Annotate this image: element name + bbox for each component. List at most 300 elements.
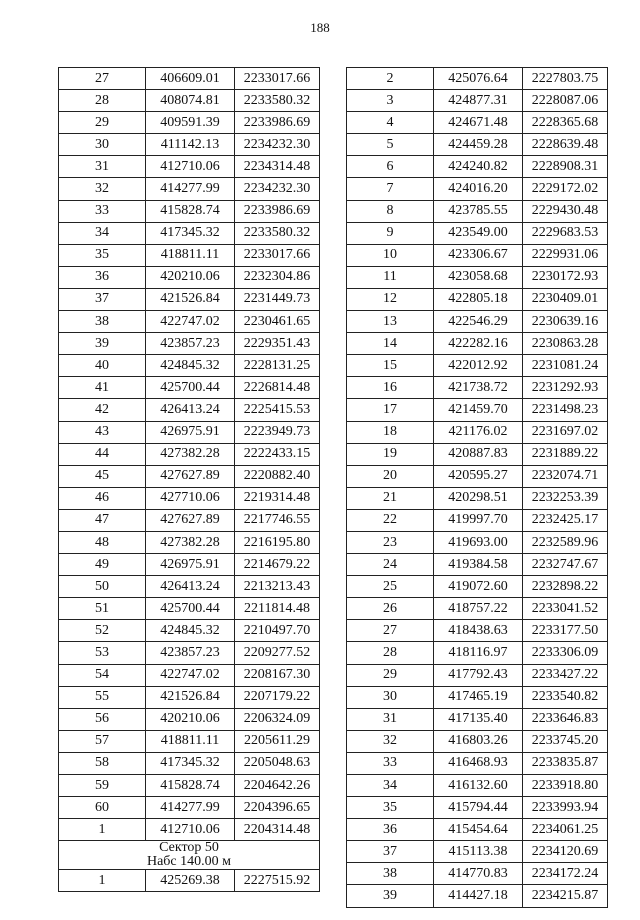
x-coordinate-cell: 426413.24: [146, 399, 235, 421]
x-coordinate-cell: 421526.84: [146, 288, 235, 310]
x-coordinate-cell: 412710.06: [146, 156, 235, 178]
table-row: [59, 620, 320, 642]
point-number-cell: 1: [59, 819, 146, 841]
table-row: [59, 311, 320, 333]
y-coordinate-cell: 2232304.86: [235, 266, 320, 288]
point-number-cell: 22: [347, 509, 434, 531]
point-number-cell: 56: [59, 708, 146, 730]
y-coordinate-cell: 2219314.48: [235, 487, 320, 509]
point-number-cell: 49: [59, 554, 146, 576]
x-coordinate-cell: 424671.48: [434, 112, 523, 134]
table-row: [59, 686, 320, 708]
table-row: [347, 200, 608, 222]
y-coordinate-cell: 2209277.52: [235, 642, 320, 664]
table-row: [59, 443, 320, 465]
x-coordinate-cell: 423058.68: [434, 266, 523, 288]
x-coordinate-cell: 414277.99: [146, 178, 235, 200]
x-coordinate-cell: 414427.18: [434, 885, 523, 907]
x-coordinate-cell: 417465.19: [434, 686, 523, 708]
x-coordinate-cell: 427627.89: [146, 465, 235, 487]
point-number-cell: 45: [59, 465, 146, 487]
x-coordinate-cell: 427627.89: [146, 509, 235, 531]
x-coordinate-cell: 423785.55: [434, 200, 523, 222]
point-number-cell: 36: [59, 266, 146, 288]
x-coordinate-cell: 415454.64: [434, 819, 523, 841]
x-coordinate-cell: 425076.64: [434, 68, 523, 90]
y-coordinate-cell: 2205048.63: [235, 752, 320, 774]
table-row: [59, 730, 320, 752]
x-coordinate-cell: 419384.58: [434, 554, 523, 576]
y-coordinate-cell: 2231449.73: [235, 288, 320, 310]
x-coordinate-cell: 417345.32: [146, 222, 235, 244]
x-coordinate-cell: 422747.02: [146, 311, 235, 333]
point-number-cell: 26: [347, 598, 434, 620]
point-number-cell: 27: [347, 620, 434, 642]
point-number-cell: 20: [347, 465, 434, 487]
y-coordinate-cell: 2227515.92: [235, 870, 320, 892]
point-number-cell: 42: [59, 399, 146, 421]
y-coordinate-cell: 2231697.02: [523, 421, 608, 443]
point-number-cell: 48: [59, 531, 146, 553]
point-number-cell: 30: [347, 686, 434, 708]
x-coordinate-cell: 423549.00: [434, 222, 523, 244]
x-coordinate-cell: 417135.40: [434, 708, 523, 730]
x-coordinate-cell: 425700.44: [146, 598, 235, 620]
x-coordinate-cell: 412710.06: [146, 819, 235, 841]
x-coordinate-cell: 415828.74: [146, 775, 235, 797]
x-coordinate-cell: 424240.82: [434, 156, 523, 178]
point-number-cell: 34: [347, 775, 434, 797]
table-row: [347, 554, 608, 576]
x-coordinate-cell: 422282.16: [434, 333, 523, 355]
table-row: [59, 797, 320, 819]
x-coordinate-cell: 418438.63: [434, 620, 523, 642]
x-coordinate-cell: 422747.02: [146, 664, 235, 686]
y-coordinate-cell: 2232253.39: [523, 487, 608, 509]
y-coordinate-cell: 2229430.48: [523, 200, 608, 222]
table-row: [347, 178, 608, 200]
x-coordinate-cell: 423857.23: [146, 642, 235, 664]
table-row: [347, 399, 608, 421]
table-row: [347, 487, 608, 509]
y-coordinate-cell: 2220882.40: [235, 465, 320, 487]
table-row: [59, 333, 320, 355]
y-coordinate-cell: 2234215.87: [523, 885, 608, 907]
table-row: [59, 200, 320, 222]
point-number-cell: 32: [347, 730, 434, 752]
table-row: [347, 819, 608, 841]
y-coordinate-cell: 2233745.20: [523, 730, 608, 752]
point-number-cell: 14: [347, 333, 434, 355]
x-coordinate-cell: 416803.26: [434, 730, 523, 752]
table-row: [59, 819, 320, 841]
x-coordinate-cell: 418811.11: [146, 244, 235, 266]
x-coordinate-cell: 409591.39: [146, 112, 235, 134]
table-row: [59, 576, 320, 598]
y-coordinate-cell: 2208167.30: [235, 664, 320, 686]
point-number-cell: 10: [347, 244, 434, 266]
table-row: [59, 752, 320, 774]
x-coordinate-cell: 426413.24: [146, 576, 235, 598]
y-coordinate-cell: 2232074.71: [523, 465, 608, 487]
x-coordinate-cell: 411142.13: [146, 134, 235, 156]
point-number-cell: 37: [347, 841, 434, 863]
x-coordinate-cell: 418811.11: [146, 730, 235, 752]
table-row: [59, 90, 320, 112]
y-coordinate-cell: 2214679.22: [235, 554, 320, 576]
x-coordinate-cell: 417345.32: [146, 752, 235, 774]
x-coordinate-cell: 424459.28: [434, 134, 523, 156]
x-coordinate-cell: 425269.38: [146, 870, 235, 892]
x-coordinate-cell: 426975.91: [146, 421, 235, 443]
y-coordinate-cell: 2233986.69: [235, 112, 320, 134]
point-number-cell: 27: [59, 68, 146, 90]
point-number-cell: 15: [347, 355, 434, 377]
y-coordinate-cell: 2217746.55: [235, 509, 320, 531]
y-coordinate-cell: 2234061.25: [523, 819, 608, 841]
x-coordinate-cell: 421526.84: [146, 686, 235, 708]
table-row: [59, 775, 320, 797]
table-row: [347, 797, 608, 819]
y-coordinate-cell: 2225415.53: [235, 399, 320, 421]
point-number-cell: 29: [59, 112, 146, 134]
y-coordinate-cell: 2233017.66: [235, 68, 320, 90]
y-coordinate-cell: 2229931.06: [523, 244, 608, 266]
y-coordinate-cell: 2234232.30: [235, 134, 320, 156]
y-coordinate-cell: 2230461.65: [235, 311, 320, 333]
y-coordinate-cell: 2211814.48: [235, 598, 320, 620]
point-number-cell: 51: [59, 598, 146, 620]
x-coordinate-cell: 425700.44: [146, 377, 235, 399]
point-number-cell: 28: [347, 642, 434, 664]
table-row: [59, 68, 320, 90]
point-number-cell: 40: [59, 355, 146, 377]
table-row: [347, 686, 608, 708]
y-coordinate-cell: 2233993.94: [523, 797, 608, 819]
point-number-cell: 44: [59, 443, 146, 465]
point-number-cell: 6: [347, 156, 434, 178]
x-coordinate-cell: 415794.44: [434, 797, 523, 819]
point-number-cell: 60: [59, 797, 146, 819]
point-number-cell: 9: [347, 222, 434, 244]
point-number-cell: 25: [347, 576, 434, 598]
y-coordinate-cell: 2231292.93: [523, 377, 608, 399]
point-number-cell: 17: [347, 399, 434, 421]
y-coordinate-cell: 2205611.29: [235, 730, 320, 752]
y-coordinate-cell: 2233580.32: [235, 222, 320, 244]
x-coordinate-cell: 423857.23: [146, 333, 235, 355]
y-coordinate-cell: 2232589.96: [523, 531, 608, 553]
y-coordinate-cell: 2216195.80: [235, 531, 320, 553]
point-number-cell: 59: [59, 775, 146, 797]
x-coordinate-cell: 406609.01: [146, 68, 235, 90]
point-number-cell: 28: [59, 90, 146, 112]
point-number-cell: 47: [59, 509, 146, 531]
table-row: [59, 134, 320, 156]
point-number-cell: 21: [347, 487, 434, 509]
table-row: [59, 664, 320, 686]
x-coordinate-cell: 427382.28: [146, 531, 235, 553]
y-coordinate-cell: 2222433.15: [235, 443, 320, 465]
y-coordinate-cell: 2230639.16: [523, 311, 608, 333]
x-coordinate-cell: 418116.97: [434, 642, 523, 664]
point-number-cell: 8: [347, 200, 434, 222]
table-row: [347, 244, 608, 266]
y-coordinate-cell: 2229351.43: [235, 333, 320, 355]
x-coordinate-cell: 426975.91: [146, 554, 235, 576]
table-row: [59, 598, 320, 620]
y-coordinate-cell: 2223949.73: [235, 421, 320, 443]
y-coordinate-cell: 2231498.23: [523, 399, 608, 421]
table-row: [347, 90, 608, 112]
y-coordinate-cell: 2228087.06: [523, 90, 608, 112]
x-coordinate-cell: 424877.31: [434, 90, 523, 112]
y-coordinate-cell: 2228131.25: [235, 355, 320, 377]
point-number-cell: 29: [347, 664, 434, 686]
y-coordinate-cell: 2232747.67: [523, 554, 608, 576]
table-row: [347, 863, 608, 885]
x-coordinate-cell: 420210.06: [146, 266, 235, 288]
table-row: [347, 730, 608, 752]
point-number-cell: 53: [59, 642, 146, 664]
y-coordinate-cell: 2229172.02: [523, 178, 608, 200]
point-number-cell: 39: [59, 333, 146, 355]
y-coordinate-cell: 2204642.26: [235, 775, 320, 797]
x-coordinate-cell: 423306.67: [434, 244, 523, 266]
x-coordinate-cell: 422805.18: [434, 288, 523, 310]
point-number-cell: 31: [347, 708, 434, 730]
table-row: [59, 222, 320, 244]
table-row: [347, 752, 608, 774]
table-row: [347, 509, 608, 531]
table-row: [347, 576, 608, 598]
x-coordinate-cell: 414277.99: [146, 797, 235, 819]
point-number-cell: 55: [59, 686, 146, 708]
table-row: [347, 222, 608, 244]
point-number-cell: 33: [59, 200, 146, 222]
point-number-cell: 38: [59, 311, 146, 333]
point-number-cell: 35: [347, 797, 434, 819]
point-number-cell: 11: [347, 266, 434, 288]
x-coordinate-cell: 421738.72: [434, 377, 523, 399]
y-coordinate-cell: 2232425.17: [523, 509, 608, 531]
table-row: [59, 178, 320, 200]
table-row: [347, 775, 608, 797]
point-number-cell: 46: [59, 487, 146, 509]
y-coordinate-cell: 2207179.22: [235, 686, 320, 708]
y-coordinate-cell: 2233041.52: [523, 598, 608, 620]
x-coordinate-cell: 420210.06: [146, 708, 235, 730]
table-row: [59, 244, 320, 266]
table-row: [59, 708, 320, 730]
x-coordinate-cell: 420887.83: [434, 443, 523, 465]
sector-header: [59, 841, 320, 870]
table-row: [347, 134, 608, 156]
table-row: [347, 598, 608, 620]
point-number-cell: 32: [59, 178, 146, 200]
table-row: [59, 288, 320, 310]
point-number-cell: 7: [347, 178, 434, 200]
table-row: [59, 870, 320, 892]
table-row: [347, 443, 608, 465]
y-coordinate-cell: 2233017.66: [235, 244, 320, 266]
point-number-cell: 50: [59, 576, 146, 598]
x-coordinate-cell: 421176.02: [434, 421, 523, 443]
table-row: [59, 487, 320, 509]
point-number-cell: 5: [347, 134, 434, 156]
y-coordinate-cell: 2204314.48: [235, 819, 320, 841]
x-coordinate-cell: 419072.60: [434, 576, 523, 598]
table-row: [59, 531, 320, 553]
y-coordinate-cell: 2213213.43: [235, 576, 320, 598]
y-coordinate-cell: 2204396.65: [235, 797, 320, 819]
table-row: [347, 266, 608, 288]
y-coordinate-cell: 2226814.48: [235, 377, 320, 399]
point-number-cell: 36: [347, 819, 434, 841]
table-row: [347, 377, 608, 399]
point-number-cell: 19: [347, 443, 434, 465]
y-coordinate-cell: 2234232.30: [235, 178, 320, 200]
point-number-cell: 33: [347, 752, 434, 774]
table-row: [347, 664, 608, 686]
point-number-cell: 18: [347, 421, 434, 443]
table-row: [347, 841, 608, 863]
y-coordinate-cell: 2231081.24: [523, 355, 608, 377]
table-row: [347, 288, 608, 310]
point-number-cell: 54: [59, 664, 146, 686]
x-coordinate-cell: 424845.32: [146, 355, 235, 377]
y-coordinate-cell: 2233646.83: [523, 708, 608, 730]
y-coordinate-cell: 2234172.24: [523, 863, 608, 885]
table-row: [347, 421, 608, 443]
x-coordinate-cell: 417792.43: [434, 664, 523, 686]
table-row: [59, 112, 320, 134]
point-number-cell: 39: [347, 885, 434, 907]
x-coordinate-cell: 424845.32: [146, 620, 235, 642]
table-row: [347, 311, 608, 333]
y-coordinate-cell: 2233918.80: [523, 775, 608, 797]
coordinates-table-right: [346, 67, 608, 908]
y-coordinate-cell: 2206324.09: [235, 708, 320, 730]
y-coordinate-cell: 2234314.48: [235, 156, 320, 178]
x-coordinate-cell: 416468.93: [434, 752, 523, 774]
table-row: [347, 642, 608, 664]
y-coordinate-cell: 2233177.50: [523, 620, 608, 642]
y-coordinate-cell: 2210497.70: [235, 620, 320, 642]
table-row: [347, 68, 608, 90]
table-row: [59, 156, 320, 178]
y-coordinate-cell: 2232898.22: [523, 576, 608, 598]
y-coordinate-cell: 2233580.32: [235, 90, 320, 112]
x-coordinate-cell: 419997.70: [434, 509, 523, 531]
table-row: [347, 531, 608, 553]
point-number-cell: 3: [347, 90, 434, 112]
table-row: [347, 333, 608, 355]
point-number-cell: 35: [59, 244, 146, 266]
x-coordinate-cell: 419693.00: [434, 531, 523, 553]
y-coordinate-cell: 2228365.68: [523, 112, 608, 134]
y-coordinate-cell: 2233986.69: [235, 200, 320, 222]
y-coordinate-cell: 2233306.09: [523, 642, 608, 664]
x-coordinate-cell: 427382.28: [146, 443, 235, 465]
table-row: [59, 642, 320, 664]
table-row: [59, 266, 320, 288]
y-coordinate-cell: 2227803.75: [523, 68, 608, 90]
table-row: [59, 355, 320, 377]
point-number-cell: 38: [347, 863, 434, 885]
table-row: [347, 465, 608, 487]
x-coordinate-cell: 421459.70: [434, 399, 523, 421]
y-coordinate-cell: 2230863.28: [523, 333, 608, 355]
y-coordinate-cell: 2228639.48: [523, 134, 608, 156]
table-row: [59, 399, 320, 421]
point-number-cell: 16: [347, 377, 434, 399]
x-coordinate-cell: 422012.92: [434, 355, 523, 377]
table-row: [59, 465, 320, 487]
sector-header-row: [59, 841, 320, 870]
table-row: [347, 156, 608, 178]
point-number-cell: 23: [347, 531, 434, 553]
x-coordinate-cell: 420298.51: [434, 487, 523, 509]
x-coordinate-cell: 408074.81: [146, 90, 235, 112]
y-coordinate-cell: 2233835.87: [523, 752, 608, 774]
y-coordinate-cell: 2231889.22: [523, 443, 608, 465]
y-coordinate-cell: 2230172.93: [523, 266, 608, 288]
coordinates-table-left: [58, 67, 320, 892]
point-number-cell: 12: [347, 288, 434, 310]
table-row: [347, 885, 608, 907]
sector-depth: Набс 140.00 м: [146, 854, 232, 870]
x-coordinate-cell: 415113.38: [434, 841, 523, 863]
page-number: 188: [310, 20, 330, 35]
table-row: [59, 421, 320, 443]
x-coordinate-cell: 422546.29: [434, 311, 523, 333]
point-number-cell: 4: [347, 112, 434, 134]
table-row: [347, 620, 608, 642]
x-coordinate-cell: 415828.74: [146, 200, 235, 222]
point-number-cell: 37: [59, 288, 146, 310]
point-number-cell: 1: [59, 870, 146, 892]
x-coordinate-cell: 414770.83: [434, 863, 523, 885]
y-coordinate-cell: 2230409.01: [523, 288, 608, 310]
point-number-cell: 34: [59, 222, 146, 244]
point-number-cell: 43: [59, 421, 146, 443]
point-number-cell: 58: [59, 752, 146, 774]
x-coordinate-cell: 427710.06: [146, 487, 235, 509]
point-number-cell: 30: [59, 134, 146, 156]
point-number-cell: 24: [347, 554, 434, 576]
x-coordinate-cell: 416132.60: [434, 775, 523, 797]
y-coordinate-cell: 2233540.82: [523, 686, 608, 708]
table-row: [59, 509, 320, 531]
table-row: [347, 355, 608, 377]
y-coordinate-cell: 2233427.22: [523, 664, 608, 686]
table-row: [59, 377, 320, 399]
y-coordinate-cell: 2228908.31: [523, 156, 608, 178]
y-coordinate-cell: 2234120.69: [523, 841, 608, 863]
point-number-cell: 13: [347, 311, 434, 333]
sector-title: Сектор 50: [159, 840, 219, 856]
point-number-cell: 2: [347, 68, 434, 90]
point-number-cell: 41: [59, 377, 146, 399]
table-row: [59, 554, 320, 576]
point-number-cell: 31: [59, 156, 146, 178]
x-coordinate-cell: 420595.27: [434, 465, 523, 487]
table-row: [347, 708, 608, 730]
x-coordinate-cell: 424016.20: [434, 178, 523, 200]
table-row: [347, 112, 608, 134]
x-coordinate-cell: 418757.22: [434, 598, 523, 620]
